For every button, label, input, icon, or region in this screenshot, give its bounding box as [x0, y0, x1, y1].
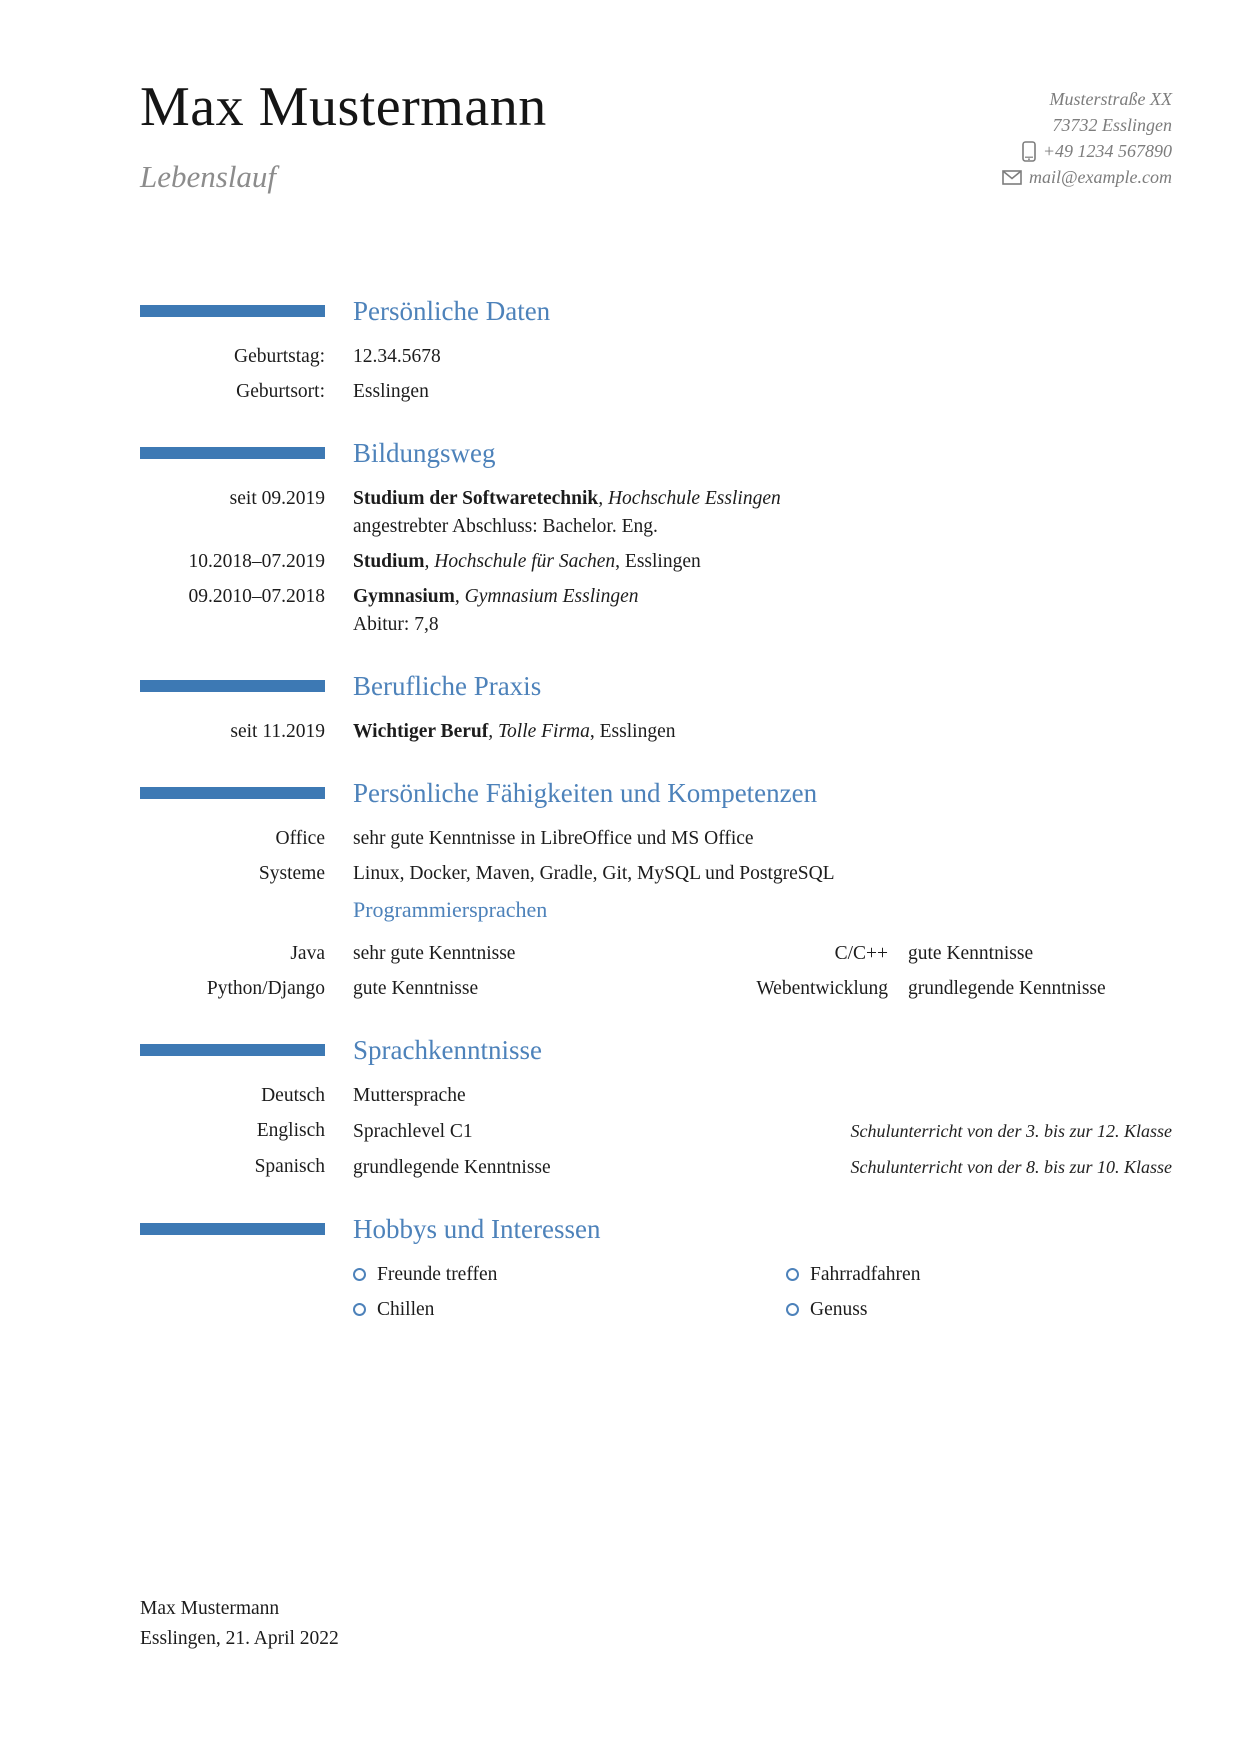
- row-value: Linux, Docker, Maven, Gradle, Git, MySQL und PostgreSQL: [353, 862, 835, 884]
- email-address[interactable]: mail@example.com: [1028, 167, 1172, 187]
- section-title-languages: Sprachkenntnisse: [353, 1034, 542, 1065]
- circle-bullet-icon: [353, 1303, 366, 1316]
- section-title-hobbies: Hobbys und Interessen: [353, 1213, 601, 1244]
- hobby-item: Fahrradfahren: [786, 1262, 1172, 1288]
- circle-bullet-icon: [786, 1268, 799, 1281]
- row-label: Java: [290, 942, 325, 964]
- hobby-item: Genuss: [786, 1297, 1172, 1323]
- education-entry: [140, 584, 1172, 638]
- hobby-row: [140, 1297, 1172, 1323]
- phone-number: +49 1234 567890: [1042, 141, 1172, 161]
- row-label: Geburtsort:: [236, 380, 325, 402]
- row-label: Deutsch: [261, 1084, 325, 1106]
- skill-dual-row: [140, 941, 1172, 967]
- mobile-phone-icon: [1022, 141, 1036, 162]
- row-label: Geburtstag:: [234, 345, 325, 367]
- row-label: Englisch: [256, 1119, 325, 1141]
- section-title-education: Bildungsweg: [353, 437, 496, 468]
- subsection-programming: [140, 896, 1172, 932]
- language-row-german: [140, 1083, 1172, 1109]
- skill-level: sehr gute Kenntnisse: [353, 942, 516, 964]
- skill-row-office: [140, 826, 1172, 852]
- contact-block: [1002, 86, 1172, 190]
- document-title: Lebenslauf: [140, 158, 277, 194]
- entry-main: Studium, Hochschule für Sachen, Esslingen: [353, 550, 701, 572]
- person-name: Max Mustermann: [140, 76, 547, 138]
- envelope-icon: [1002, 170, 1022, 185]
- personal-row-birthplace: [140, 379, 1172, 405]
- skill-level: gute Kenntnisse: [353, 977, 479, 999]
- section-accent-bar: [140, 1223, 325, 1235]
- language-level: grundlegende Kenntnisse: [353, 1156, 551, 1178]
- entry-main: Gymnasium, Gymnasium Esslingen: [353, 585, 639, 607]
- email-line: [1002, 164, 1172, 190]
- section-accent-bar: [140, 1044, 325, 1056]
- row-label: Python/Django: [206, 977, 325, 999]
- entry-date: seit 09.2019: [229, 487, 325, 509]
- subsection-title: Programmiersprachen: [353, 896, 548, 922]
- row-value: sehr gute Kenntnisse in LibreOffice und MS Office: [353, 827, 754, 849]
- section-hobbies: [140, 1211, 1172, 1323]
- signature-block: [140, 1594, 339, 1654]
- language-level: Muttersprache: [353, 1084, 466, 1106]
- section-work-experience: [140, 668, 1172, 745]
- entry-note: angestrebter Abschluss: Bachelor. Eng.: [353, 515, 658, 537]
- section-accent-bar: [140, 447, 325, 459]
- row-label: Office: [275, 827, 325, 849]
- section-accent-bar: [140, 787, 325, 799]
- address-city: 73732 Esslingen: [1052, 115, 1172, 135]
- signature-place-date: Esslingen, 21. April 2022: [140, 1628, 339, 1649]
- entry-main: Studium der Softwaretechnik, Hochschule Esslingen: [353, 487, 781, 509]
- work-entry: [140, 719, 1172, 745]
- circle-bullet-icon: [353, 1268, 366, 1281]
- row-label: Spanisch: [254, 1155, 325, 1177]
- personal-row-birthday: [140, 344, 1172, 370]
- section-education: [140, 435, 1172, 638]
- language-note: Schulunterricht von der 8. bis zur 10. Klasse: [850, 1156, 1172, 1177]
- row-value: 12.34.5678: [353, 345, 441, 367]
- entry-main: Wichtiger Beruf, Tolle Firma, Esslingen: [353, 720, 676, 742]
- section-title-personal: Persönliche Daten: [353, 295, 551, 326]
- cv-header: [140, 78, 1172, 195]
- section-title-skills: Persönliche Fähigkeiten und Kompetenzen: [353, 777, 818, 808]
- section-accent-bar: [140, 305, 325, 317]
- section-title-work: Berufliche Praxis: [353, 670, 542, 701]
- entry-date: 09.2010–07.2018: [188, 585, 325, 607]
- language-level: Sprachlevel C1: [353, 1120, 473, 1142]
- name-block: [140, 78, 547, 195]
- entry-note: Abitur: 7,8: [353, 613, 439, 635]
- phone-line: [1002, 138, 1172, 164]
- signature-name: Max Mustermann: [140, 1598, 280, 1619]
- section-accent-bar: [140, 680, 325, 692]
- circle-bullet-icon: [786, 1303, 799, 1316]
- row-label: Systeme: [258, 862, 325, 884]
- entry-date: 10.2018–07.2019: [188, 550, 325, 572]
- row-label: Webentwicklung: [756, 977, 888, 999]
- section-personal-data: [140, 293, 1172, 405]
- section-skills: [140, 775, 1172, 1002]
- skill-level: grundlegende Kenntnisse: [908, 977, 1106, 999]
- language-row-english: [140, 1118, 1172, 1145]
- hobby-row: [140, 1262, 1172, 1288]
- section-languages: [140, 1032, 1172, 1181]
- row-value: Esslingen: [353, 380, 429, 402]
- hobby-item: Freunde treffen: [353, 1262, 786, 1288]
- education-entry: [140, 549, 1172, 575]
- hobby-item: Chillen: [353, 1297, 786, 1323]
- entry-date: seit 11.2019: [230, 720, 325, 742]
- language-note: Schulunterricht von der 3. bis zur 12. Klasse: [850, 1120, 1172, 1141]
- language-row-spanish: [140, 1154, 1172, 1181]
- address-street: Musterstraße XX: [1049, 89, 1172, 109]
- education-entry: [140, 486, 1172, 540]
- row-label: C/C++: [834, 942, 888, 964]
- skill-dual-row: [140, 976, 1172, 1002]
- skill-row-systems: [140, 861, 1172, 887]
- skill-level: gute Kenntnisse: [908, 942, 1034, 964]
